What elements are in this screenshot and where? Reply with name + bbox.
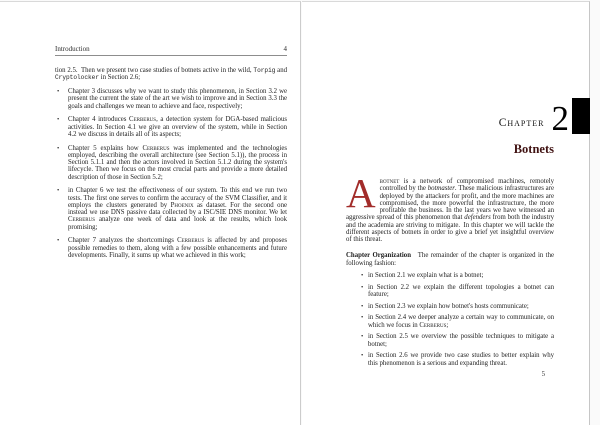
list-item — [360, 314, 554, 329]
footer-page-number: 5 — [541, 371, 545, 378]
list-item-text: Chapter 5 explains how Cerberus was implemented and the technologies employed, describing the overall architecture (see Section 5.1)), the process in Section 5.1.1 and then the actors involved in Section 5.1.2 during the system's lifecycle. Then we focus on the most crucial parts and provide a more detailed description of those in Section 5.2; — [68, 144, 287, 181]
bullet-marker: • — [361, 302, 364, 310]
lead-paragraph-text: botnet is a network of compromised machines, remotely controlled by the botmaster. These malicious infrastructures are deployed by the attackers for profit, and the more machines are compromised, the more powerful the infrastructure, the more profitable the business. In the last years we have witnessed an aggressive spread of this phenomenon that defenders from both the industry and the academia are striving to mitigate. In this chapter we will tackle the different aspects of botnets in order to give a brief yet insightful overview of this threat. — [346, 178, 554, 243]
chapter-organization-paragraph: Chapter Organization The remainder of the chapter is organized in the following fashion: — [346, 252, 554, 267]
bullet-marker: • — [361, 271, 364, 279]
list-item — [55, 88, 287, 110]
running-header-page-number: 4 — [283, 45, 287, 53]
right-page-body — [346, 170, 554, 367]
right-page — [302, 1, 590, 425]
list-item-text: in Section 2.1 we explain what is a botnet; — [368, 271, 484, 279]
bullet-marker: • — [57, 116, 60, 124]
list-item-text: Chapter 3 discusses why we want to study this phenomenon, in Section 3.2 we present the current the state of the art we wish to improve and in Section 3.3 the goals and challenges we mean to achieve and face, respectively; — [68, 88, 287, 110]
chapter-title: Botnets — [513, 142, 554, 156]
lead-paragraph — [346, 170, 554, 243]
list-item — [360, 272, 554, 279]
list-item — [360, 303, 554, 310]
running-header-title: Introduction — [55, 45, 90, 53]
list-item-text: in Section 2.5 we overview the possible techniques to mitigate a botnet; — [368, 333, 554, 348]
list-item-text: Chapter 4 introduces Cerberus, a detection system for DGA-based malicious activities. In Section 4.1 we give an overview of the system, while in Section 4.2 we discuss in details all of its aspects; — [68, 116, 287, 138]
left-page-body — [55, 67, 287, 259]
list-item — [55, 187, 287, 231]
chapter-label: Chapter — [498, 116, 545, 129]
list-item — [360, 352, 554, 367]
left-page-content — [55, 45, 287, 259]
list-item-text: in Section 2.6 we provide two case studies to better explain why this phenomenon is a serious and expanding threat. — [368, 352, 554, 367]
list-item — [55, 116, 287, 138]
list-item-text: in Section 2.2 we explain the different topologies a botnet can feature; — [368, 283, 554, 298]
section-list — [346, 272, 554, 367]
chapter-number-box — [572, 98, 590, 134]
list-item-text: in Section 2.3 we explain how botnet's hosts communicate; — [368, 302, 529, 310]
list-item — [360, 284, 554, 299]
running-header — [55, 45, 287, 56]
bullet-marker: • — [361, 314, 364, 322]
chapter-number: 2 — [551, 99, 569, 139]
intro-paragraph: tion 2.5. Then we present two case studies of botnets active in the wild, Torpig and Cryptolocker in Section 2.6; — [55, 67, 287, 82]
bullet-marker: • — [361, 352, 364, 360]
bullet-marker: • — [57, 88, 60, 95]
bullet-marker: • — [361, 283, 364, 291]
list-item-text: Chapter 7 analyzes the shortcomings Cerberus is affected by and proposes possible remedies to them, along with a few possible enhancements and future developments. Finally, it sums up what we achieved in this work; — [68, 237, 287, 259]
list-item — [360, 333, 554, 348]
bullet-marker: • — [57, 237, 60, 245]
bullet-marker: • — [57, 144, 60, 152]
right-page-content — [346, 2, 569, 367]
list-item-text: in Chapter 6 we test the effectiveness of our system. To this end we run two tests. The first one serves to confirm the accuracy of the SVM Classifier, and it employs the clusters generated by Phoenix as dataset. For the second one instead we use DNS passive data collected by a ISC/SIE DNS monitor. We let Cerberus analyze one week of data and look at the results, which look promising; — [68, 187, 287, 231]
chapter-heading — [346, 98, 590, 139]
drop-cap: A — [346, 170, 376, 216]
bullet-marker: • — [361, 333, 364, 341]
left-page — [0, 1, 301, 425]
list-item — [55, 145, 287, 181]
list-item-text: in Section 2.4 we deeper analyze a certain way to communicate, on which we focus in Cerberus; — [368, 314, 554, 329]
list-item — [55, 237, 287, 259]
bullet-marker: • — [57, 187, 60, 195]
